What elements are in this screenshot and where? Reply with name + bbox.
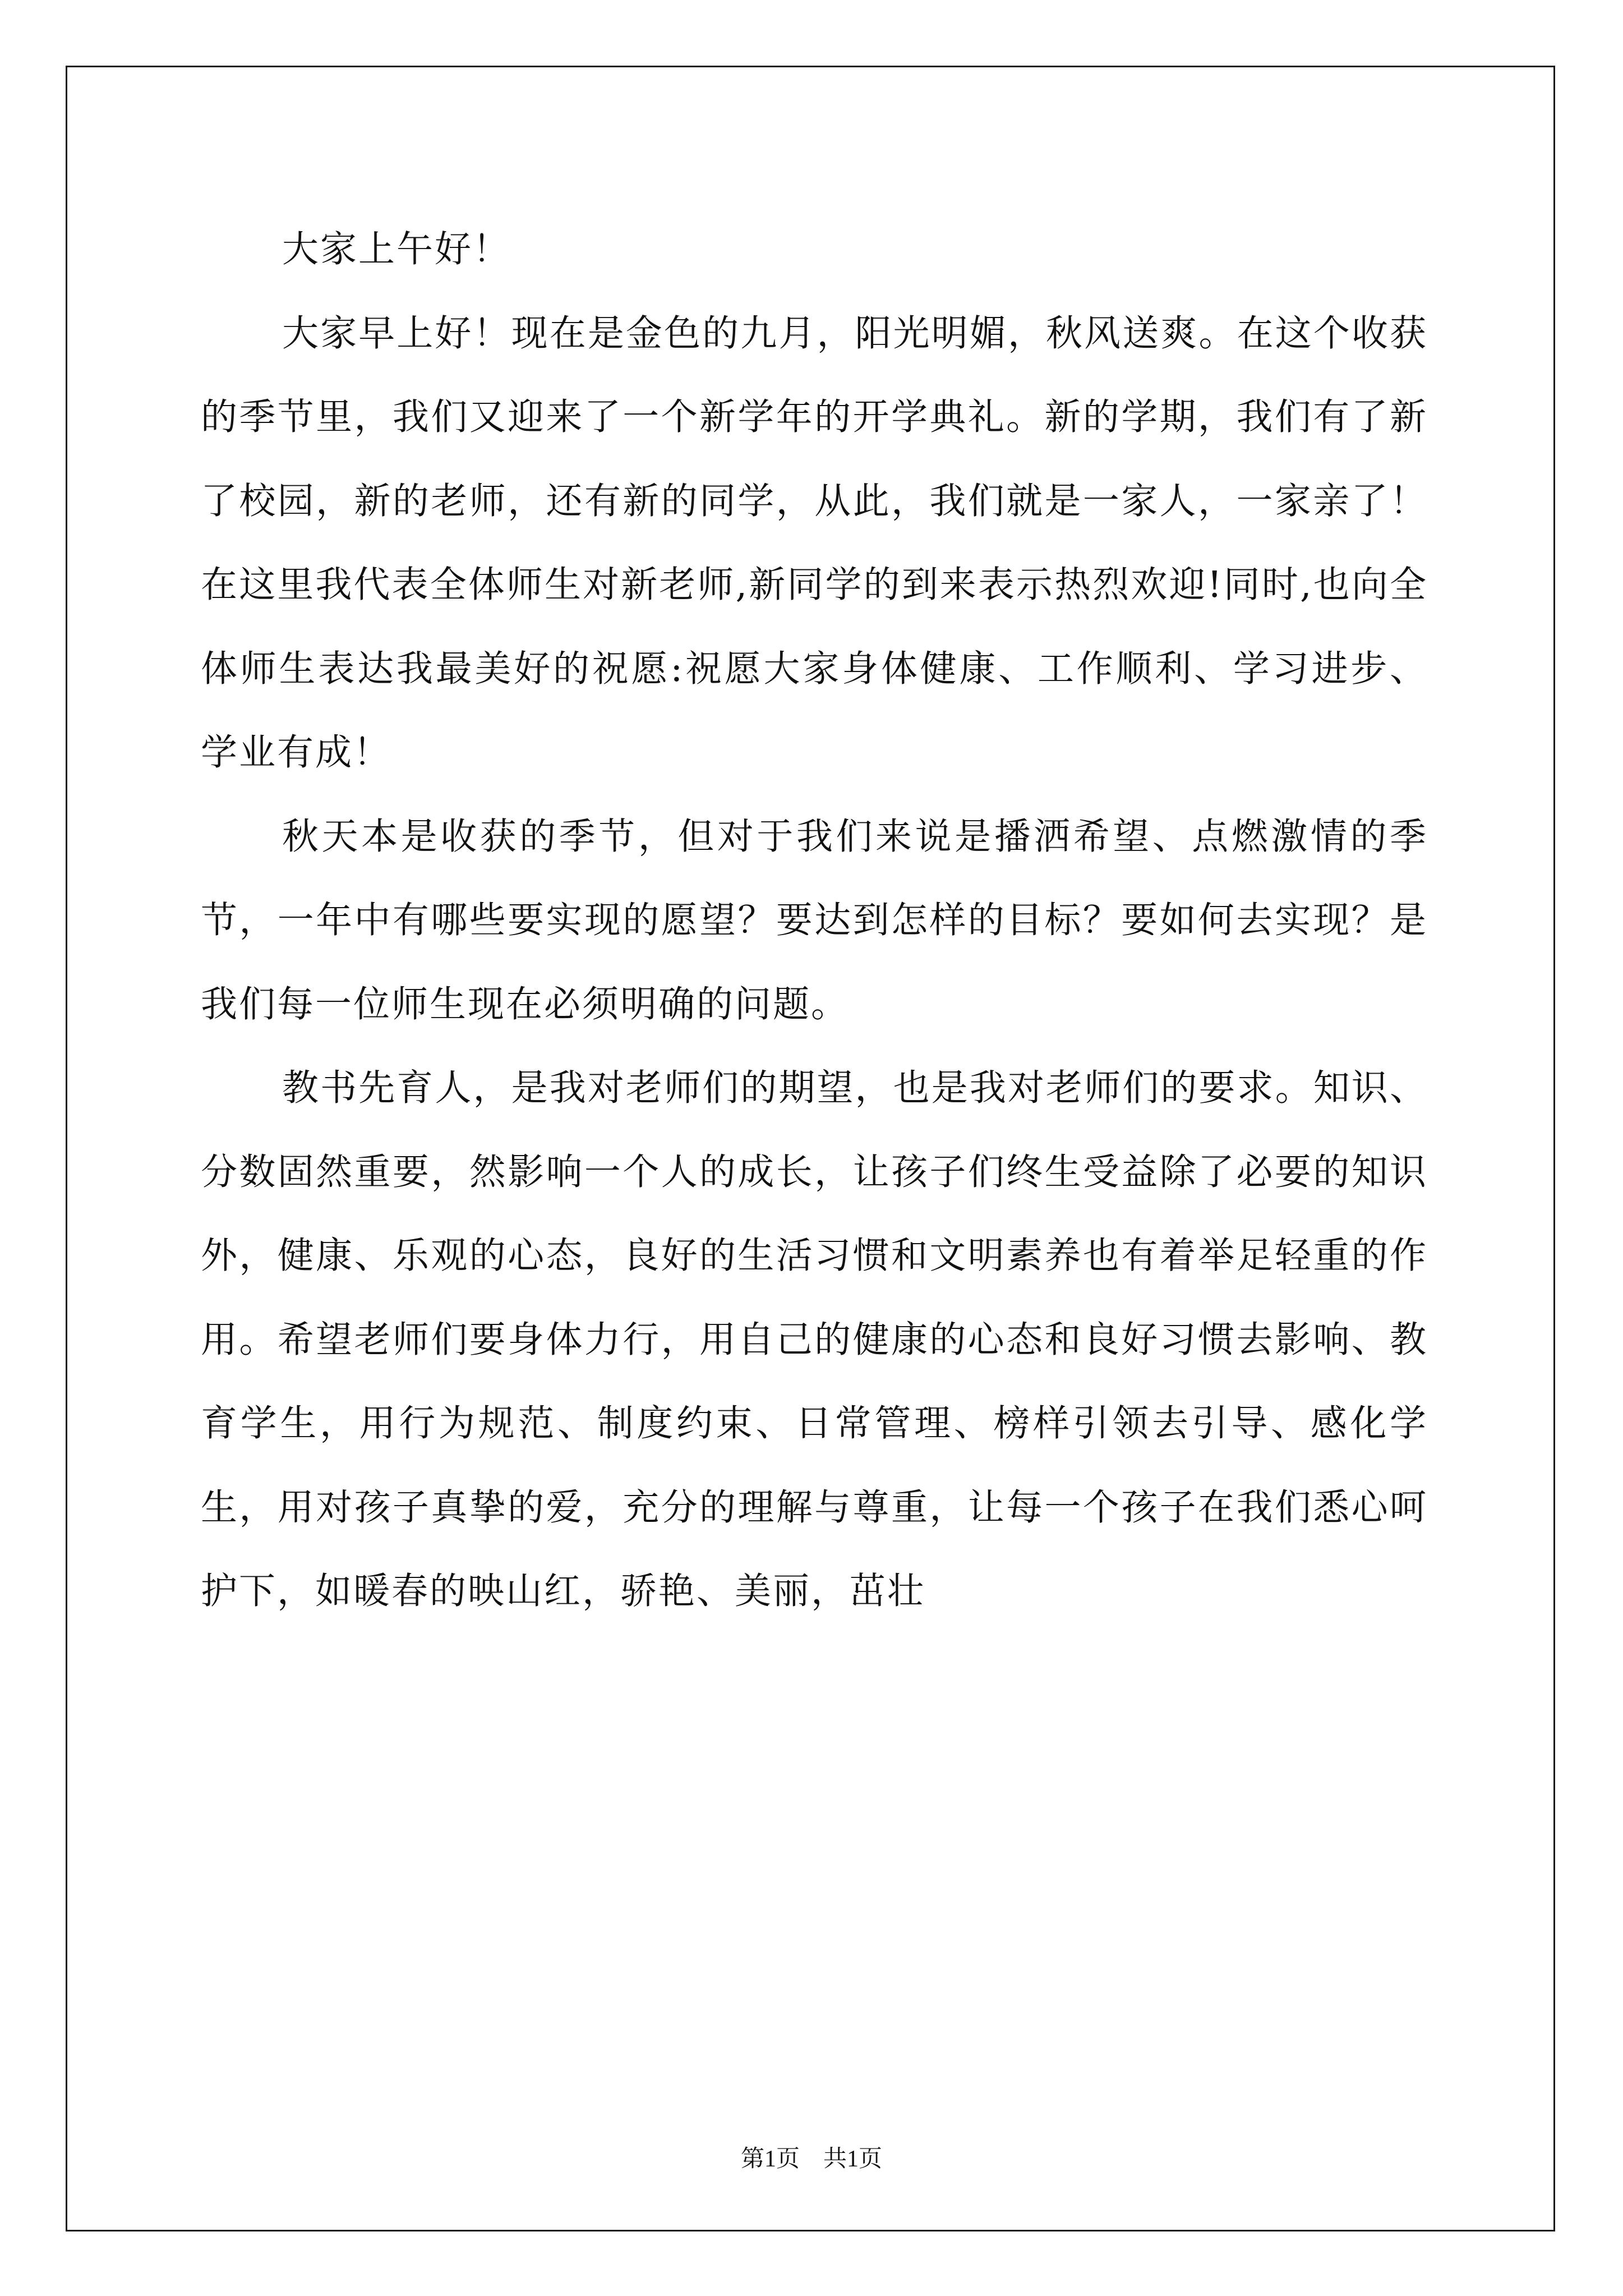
- paragraph-autumn: 秋天本是收获的季节，但对于我们来说是播洒希望、点燃激情的季节，一年中有哪些要实现的愿望？要达到怎样的目标？要如何去实现？是我们每一位师生现在必须明确的问题。: [201, 815, 1428, 1025]
- paragraph-teachers: 教书先育人，是我对老师们的期望，也是我对老师们的要求。知识、分数固然重要，然影响一个人的成长，让孩子们终生受益除了必要的知识外，健康、乐观的心态，良好的生活习惯和文明素养也有着举足轻重的作用。希望老师们要身体力行，用自己的健康的心态和良好习惯去影响、教育学生，用行为规范、制度约束、日常管理、榜样引领去引导、感化学生，用对孩子真挚的爱，充分的理解与尊重，让每一个孩子在我们悉心呵护下，如暖春的映山红，骄艳、美丽，茁壮: [201, 1067, 1428, 1612]
- page-number-footer: 第1页 共1页: [740, 2146, 882, 2172]
- paragraph-greeting: 大家上午好！: [282, 228, 511, 270]
- document-body: [201, 208, 1428, 1634]
- paragraph-welcome: 大家早上好！现在是金色的九月，阳光明媚，秋风送爽。在这个收获的季节里，我们又迎来了一个新学年的开学典礼。新的学期，我们有了新了校园，新的老师，还有新的同学，从此，我们就是一家人，一家亲了！在这里我代表全体师生对新老师,新同学的到来表示热烈欢迎!同时,也向全体师生表达我最美好的祝愿:祝愿大家身体健康、工作顺利、学习进步、学业有成！: [201, 312, 1428, 774]
